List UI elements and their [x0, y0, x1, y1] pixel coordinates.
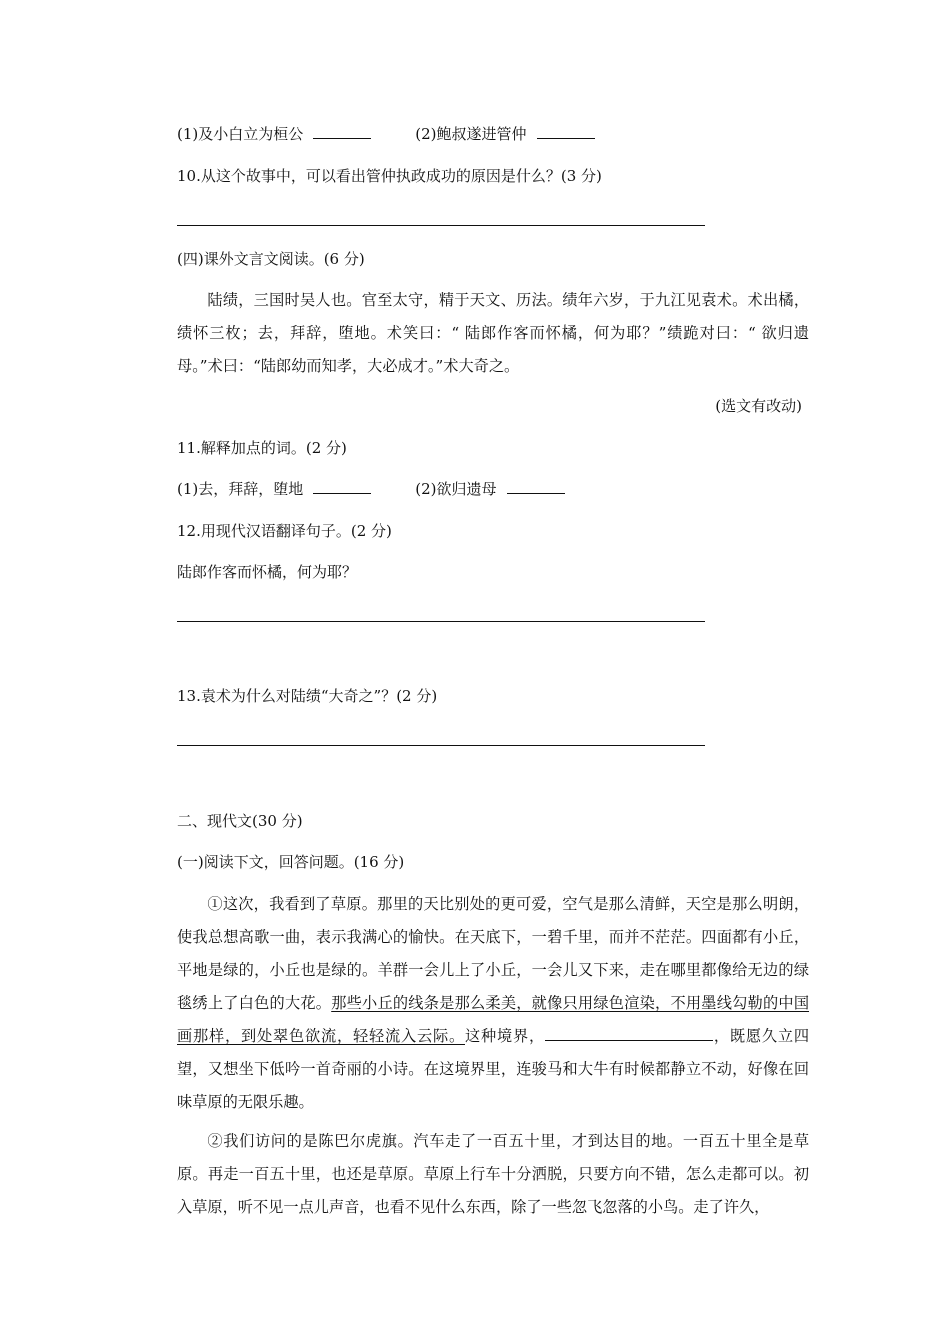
- para1-after: ，既愿久立四望，又想坐下低吟一首奇丽的小诗。在这境界里，连骏马和大牛有时候都静立不动，好像在回味草原的无限乐趣。: [177, 1027, 809, 1111]
- section4-title: (四)课外文言文阅读。(6 分): [177, 250, 365, 268]
- q12-answer-line[interactable]: [177, 621, 705, 622]
- q11-item1-blank[interactable]: [313, 479, 371, 494]
- q13-answer-line[interactable]: [177, 745, 705, 746]
- part2-subtitle: (一)阅读下文，回答问题。(16 分): [177, 853, 405, 871]
- q11-item2-label: (2)欲归遗母: [415, 480, 497, 498]
- q11-items-row: [177, 479, 565, 499]
- para1-middle: 这种境界，: [465, 1027, 545, 1045]
- q9-item2-blank[interactable]: [537, 124, 595, 139]
- q11-question: 11.解释加点的词。(2 分): [177, 439, 347, 457]
- q12-sentence: 陆郎作客而怀橘，何为耶？: [177, 563, 358, 581]
- para1-fill-blank[interactable]: [545, 1025, 713, 1041]
- passage-source-note: (选文有改动): [715, 397, 802, 415]
- q9-items-row: [177, 124, 595, 144]
- q13-question: 13.袁术为什么对陆绩“大奇之”？(2 分): [177, 687, 438, 705]
- q10-answer-line[interactable]: [177, 225, 705, 226]
- classical-passage: 陆绩，三国时吴人也。官至太守，精于天文、历法。绩年六岁，于九江见袁术。术出橘，绩怀三枚；去，拜辞，堕地。术笑曰：“ 陆郎作客而怀橘，何为耶？”绩跪对曰：“ 欲归遗母。”术曰：“陆郎幼而知孝，大必成才。”术大奇之。: [177, 291, 809, 375]
- part2-title: 二、现代文(30 分): [177, 812, 303, 830]
- modern-para-2: ②我们访问的是陈巴尔虎旗。汽车走了一百五十里，才到达目的地。一百五十里全是草原。再走一百五十里，也还是草原。草原上行车十分洒脱，只要方向不错，怎么走都可以。初入草原，听不见一点儿声音，也看不见什么东西，除了一些忽飞忽落的小鸟。走了许久，: [177, 1132, 809, 1216]
- q11-item1-label: (1)去，拜辞，堕地: [177, 480, 304, 498]
- q11-item2-blank[interactable]: [507, 479, 565, 494]
- q9-item2-label: (2)鲍叔遂进管仲: [415, 125, 527, 143]
- para1-underlined-sentence: 那些小丘的线条是那么柔美，就像只用绿色渲染，不用墨线勾勒的中国画那样，到处翠色欲流，轻轻流入云际。: [177, 994, 810, 1045]
- q9-item1-blank[interactable]: [313, 124, 371, 139]
- q12-question: 12.用现代汉语翻译句子。(2 分): [177, 522, 392, 540]
- q10-question: 10.从这个故事中，可以看出管仲执政成功的原因是什么？(3 分): [177, 167, 602, 185]
- q9-item1-label: (1)及小白立为桓公: [177, 125, 304, 143]
- para1-before: ①这次，我看到了草原。那里的天比别处的更可爱，空气是那么清鲜，天空是那么明朗，使我总想高歌一曲，表示我满心的愉快。在天底下，一碧千里，而并不茫茫。四面都有小丘，平地是绿的，小丘也是绿的。羊群一会儿上了小丘，一会儿又下来，走在哪里都像给无边的绿毯绣上了白色的大花。: [177, 895, 809, 1012]
- modern-para-1: [177, 888, 809, 1119]
